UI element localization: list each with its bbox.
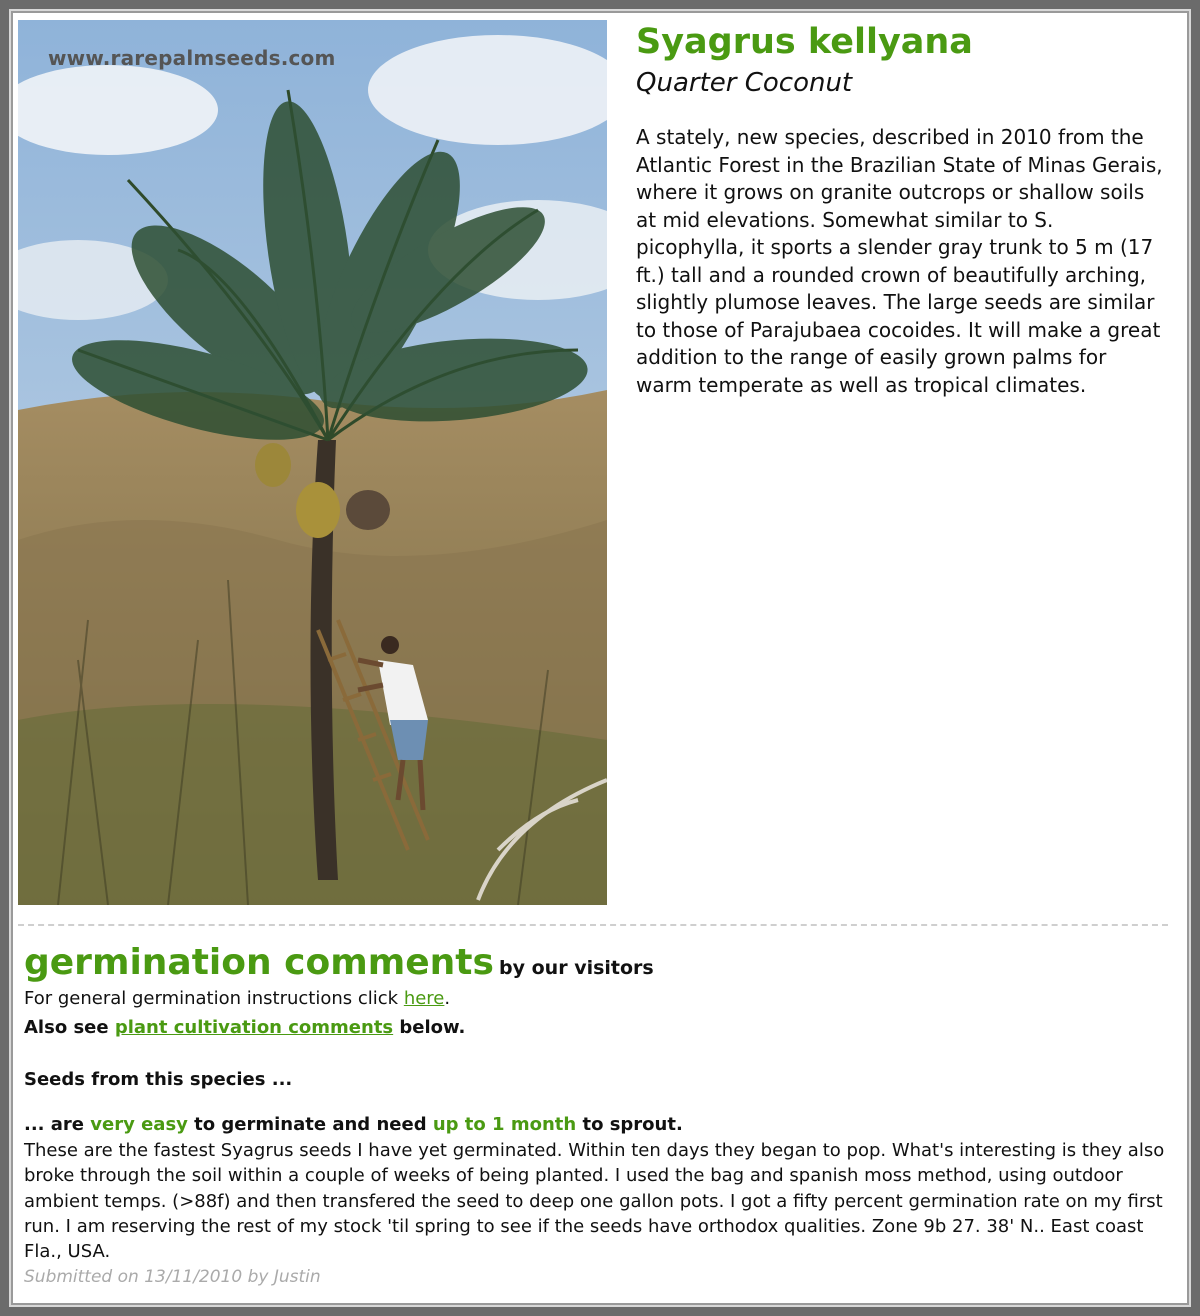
general-instructions-line (24, 988, 450, 1009)
species-title: Syagrus kellyana (636, 22, 973, 62)
also-see-text: Also see (24, 1017, 115, 1038)
duration-value: up to 1 month (432, 1114, 577, 1135)
palm-photo (18, 20, 607, 905)
cultivation-comments-link[interactable]: plant cultivation comments (114, 1017, 394, 1038)
summary-prefix: ... are (24, 1114, 91, 1135)
photo-watermark: www.rarepalmseeds.com (48, 46, 336, 70)
visitor-comment: These are the fastest Syagrus seeds I have yet germinated. Within ten days they began to pop. What's interesting is they also broke through the soil within a couple of weeks of being planted. I used the bag and spanish moss method, using outdoor ambient temps. (>88f) and then transfered the seed to deep one gallon pots. I got a fifty percent germination rate on my first run. I am reserving the rest of my stock 'til spring to see if the seeds have orthodox qualities. Zone 9b 27. 38' N.. East coast Fla., USA. (24, 1140, 1165, 1263)
general-instructions-suffix: . (444, 988, 451, 1009)
germination-heading (24, 942, 654, 983)
general-instructions-text: For general germination instructions click (24, 988, 404, 1009)
summary-mid: to germinate and need (187, 1114, 433, 1135)
germination-heading-title: germination comments (24, 942, 494, 983)
summary-suffix: to sprout. (576, 1114, 683, 1135)
germination-heading-suffix: by our visitors (499, 957, 654, 979)
also-see-suffix: below. (393, 1017, 466, 1038)
seeds-intro: Seeds from this species ... (24, 1069, 293, 1090)
germination-summary (24, 1114, 683, 1135)
common-name: Quarter Coconut (636, 68, 853, 98)
section-divider (18, 924, 1168, 926)
species-description: A stately, new species, described in 2010 from the Atlantic Forest in the Brazilian State of Minas Gerais, where it grows on granite outcrops or shallow soils at mid elevations. Somewhat similar to S. picophylla, it sports a slender gray trunk to 5 m (17 ft.) tall and a rounded crown of beautifully arching, slightly plumose leaves. The large seeds are similar to those of Parajubaea cocoides. It will make a great addition to the range of easily grown palms for warm temperate as well as tropical climates. (636, 125, 1163, 397)
difficulty-value: very easy (90, 1114, 188, 1135)
also-see-line (24, 1017, 465, 1038)
submitted-by: Submitted on 13/11/2010 by Justin (24, 1267, 321, 1287)
general-instructions-link[interactable]: here (403, 988, 445, 1009)
